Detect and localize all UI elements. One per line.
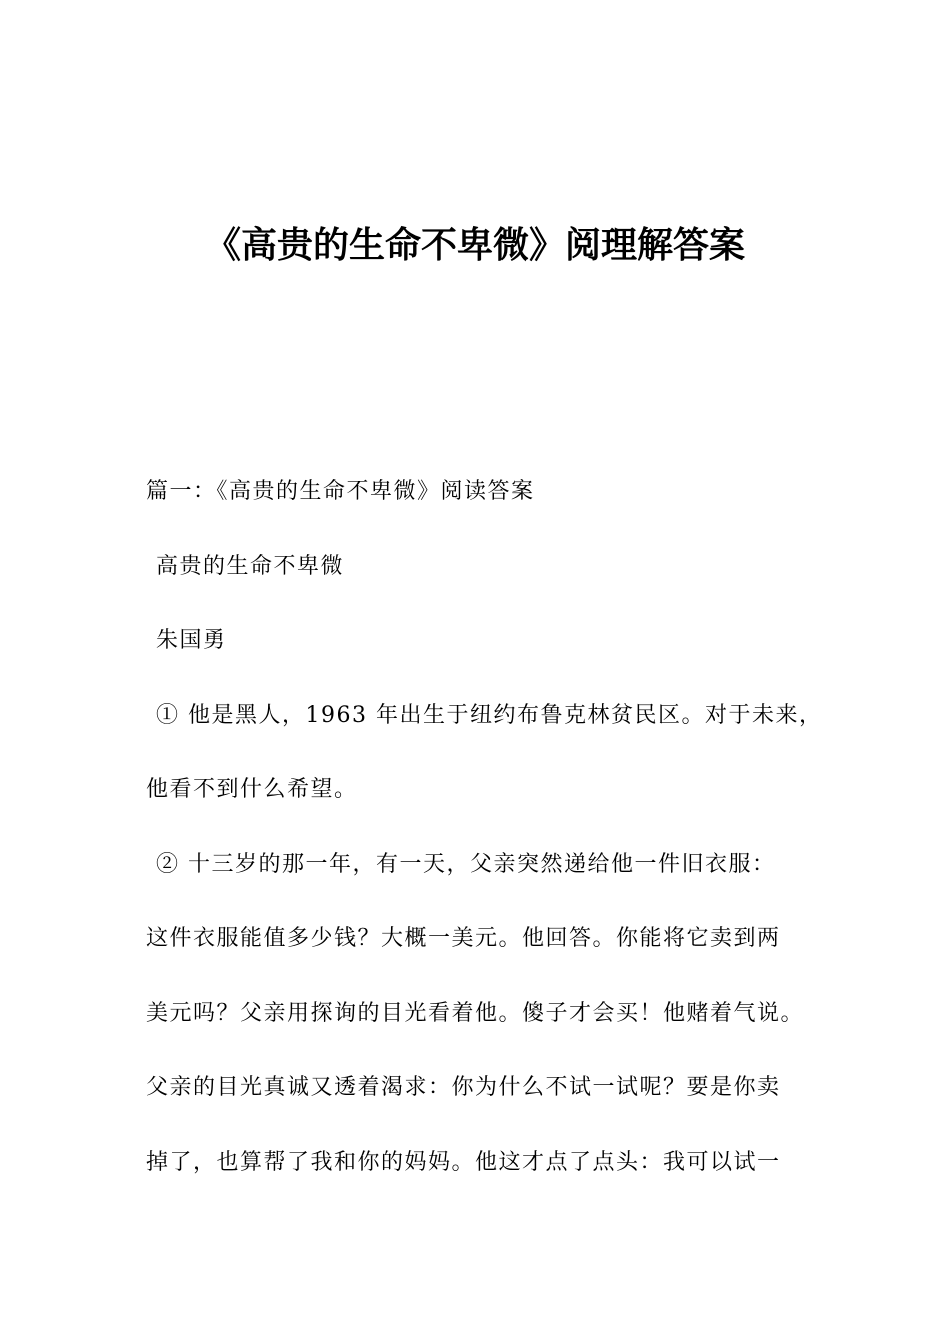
document-body <box>146 455 836 1200</box>
paragraph-line: 他看不到什么希望。 <box>146 777 358 802</box>
paragraph-line: 掉了，也算帮了我和你的妈妈。他这才点了点头：我可以试一 <box>146 1149 781 1175</box>
article-author: 朱国勇 <box>156 628 227 653</box>
paragraph-line: 父亲的目光真诚又透着渴求：你为什么不试一试呢？要是你卖 <box>146 1075 781 1100</box>
paragraph-line: ② 十三岁的那一年，有一天，父亲突然递给他一件旧衣服： <box>156 851 776 877</box>
article-title: 高贵的生命不卑微 <box>156 553 345 579</box>
paragraph-line: 美元吗？父亲用探询的目光看着他。傻子才会买！他赌着气说。 <box>146 1000 805 1026</box>
paragraph-line: ① 他是黑人，1963 年出生于纽约布鲁克林贫民区。对于未来， <box>156 702 823 728</box>
paragraph-line: 这件衣服能值多少钱？大概一美元。他回答。你能将它卖到两 <box>146 926 781 951</box>
section-heading: 篇一：《高贵的生命不卑微》阅读答案 <box>146 479 535 504</box>
document-title: 《高贵的生命不卑微》阅理解答案 <box>204 225 745 266</box>
